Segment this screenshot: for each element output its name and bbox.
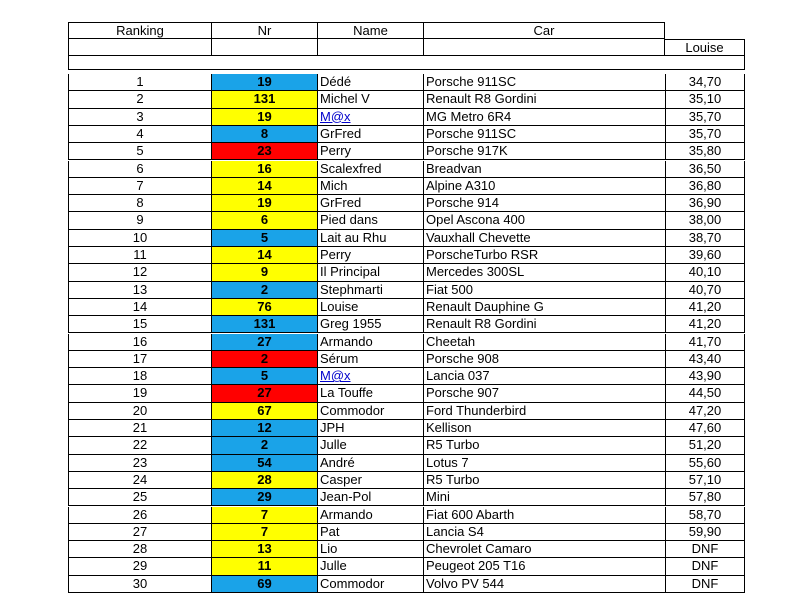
cell-time: 41,70 — [665, 334, 745, 351]
cell-name: GrFred — [317, 126, 423, 143]
cell-car: R5 Turbo — [423, 472, 665, 489]
cell-time: 51,20 — [665, 437, 745, 454]
cell-name: Armando — [317, 334, 423, 351]
cell-nr: 2 — [211, 282, 317, 299]
cell-nr: 76 — [211, 299, 317, 316]
cell-time: 36,80 — [665, 178, 745, 195]
cell-nr: 54 — [211, 455, 317, 472]
cell-ranking: 18 — [68, 368, 211, 385]
cell-time: DNF — [665, 576, 745, 593]
cell-nr: 23 — [211, 143, 317, 160]
cell-name: Casper — [317, 472, 423, 489]
cell-car: MG Metro 6R4 — [423, 109, 665, 126]
cell-car: Porsche 914 — [423, 195, 665, 212]
cell-nr: 7 — [211, 507, 317, 524]
cell-car: Porsche 908 — [423, 351, 665, 368]
cell-car: Chevrolet Camaro — [423, 541, 665, 558]
cell-car: Peugeot 205 T16 — [423, 558, 665, 575]
cell-nr: 19 — [211, 195, 317, 212]
cell-ranking: 20 — [68, 403, 211, 420]
cell-nr: 16 — [211, 161, 317, 178]
spacer-row — [68, 56, 745, 70]
cell-car: Breadvan — [423, 161, 665, 178]
cell-time: 59,90 — [665, 524, 745, 541]
cell-car: Lotus 7 — [423, 455, 665, 472]
cell-car: Kellison — [423, 420, 665, 437]
cell-name: Stephmarti — [317, 282, 423, 299]
header-blank-nr — [211, 39, 317, 56]
cell-nr: 11 — [211, 558, 317, 575]
cell-car: Porsche 917K — [423, 143, 665, 160]
header-blank-ranking — [68, 39, 211, 56]
cell-name: GrFred — [317, 195, 423, 212]
cell-car: Fiat 600 Abarth — [423, 507, 665, 524]
cell-nr: 6 — [211, 212, 317, 229]
cell-car: Lancia 037 — [423, 368, 665, 385]
cell-nr: 69 — [211, 576, 317, 593]
cell-name: Pat — [317, 524, 423, 541]
cell-nr: 19 — [211, 74, 317, 91]
cell-ranking: 25 — [68, 489, 211, 506]
cell-nr: 8 — [211, 126, 317, 143]
cell-ranking: 21 — [68, 420, 211, 437]
cell-time: 57,80 — [665, 489, 745, 506]
cell-nr: 29 — [211, 489, 317, 506]
cell-name: Scalexfred — [317, 161, 423, 178]
cell-ranking: 24 — [68, 472, 211, 489]
cell-time: 35,70 — [665, 109, 745, 126]
header-nr: Nr — [211, 22, 317, 39]
cell-time: 41,20 — [665, 316, 745, 333]
header-name: Name — [317, 22, 423, 39]
cell-name: Dédé — [317, 74, 423, 91]
cell-nr: 14 — [211, 247, 317, 264]
cell-name: Julle — [317, 558, 423, 575]
cell-name: Perry — [317, 247, 423, 264]
cell-nr: 67 — [211, 403, 317, 420]
cell-time: 40,70 — [665, 282, 745, 299]
cell-time: 41,20 — [665, 299, 745, 316]
cell-ranking: 7 — [68, 178, 211, 195]
cell-ranking: 1 — [68, 74, 211, 91]
cell-car: Renault R8 Gordini — [423, 316, 665, 333]
cell-car: PorscheTurbo RSR — [423, 247, 665, 264]
cell-car: Porsche 907 — [423, 385, 665, 402]
cell-nr: 28 — [211, 472, 317, 489]
cell-car: Vauxhall Chevette — [423, 230, 665, 247]
cell-ranking: 19 — [68, 385, 211, 402]
cell-time: 39,60 — [665, 247, 745, 264]
cell-time: 55,60 — [665, 455, 745, 472]
cell-name: Il Principal — [317, 264, 423, 281]
cell-nr: 5 — [211, 368, 317, 385]
cell-nr: 14 — [211, 178, 317, 195]
cell-ranking: 12 — [68, 264, 211, 281]
cell-car: Volvo PV 544 — [423, 576, 665, 593]
cell-nr: 2 — [211, 351, 317, 368]
cell-ranking: 14 — [68, 299, 211, 316]
cell-nr: 2 — [211, 437, 317, 454]
cell-time: 35,80 — [665, 143, 745, 160]
cell-car: Fiat 500 — [423, 282, 665, 299]
cell-time: 47,60 — [665, 420, 745, 437]
cell-name: JPH — [317, 420, 423, 437]
cell-ranking: 13 — [68, 282, 211, 299]
cell-name: La Touffe — [317, 385, 423, 402]
cell-ranking: 15 — [68, 316, 211, 333]
cell-ranking: 22 — [68, 437, 211, 454]
cell-car: Lancia S4 — [423, 524, 665, 541]
cell-name: Sérum — [317, 351, 423, 368]
cell-car: Mercedes 300SL — [423, 264, 665, 281]
cell-time: 36,50 — [665, 161, 745, 178]
cell-nr: 7 — [211, 524, 317, 541]
cell-name: Michel V — [317, 91, 423, 108]
cell-name: Commodor — [317, 403, 423, 420]
cell-name: Lait au Rhu — [317, 230, 423, 247]
cell-ranking: 16 — [68, 334, 211, 351]
cell-ranking: 11 — [68, 247, 211, 264]
cell-name: Greg 1955 — [317, 316, 423, 333]
cell-name: Pied dans — [317, 212, 423, 229]
cell-time: 43,40 — [665, 351, 745, 368]
cell-time: 34,70 — [665, 74, 745, 91]
header-blank-car — [423, 39, 665, 56]
cell-car: Mini — [423, 489, 665, 506]
name-link[interactable]: M@x — [320, 108, 351, 124]
header-ranking: Ranking — [68, 22, 211, 39]
cell-time: DNF — [665, 541, 745, 558]
cell-name: Julle — [317, 437, 423, 454]
cell-ranking: 17 — [68, 351, 211, 368]
cell-name — [317, 368, 423, 385]
cell-car: Porsche 911SC — [423, 74, 665, 91]
cell-time: 57,10 — [665, 472, 745, 489]
cell-time: 58,70 — [665, 507, 745, 524]
cell-name: Louise — [317, 299, 423, 316]
cell-car: Renault R8 Gordini — [423, 91, 665, 108]
cell-time: 35,10 — [665, 91, 745, 108]
cell-name — [317, 109, 423, 126]
header-car: Car — [423, 22, 665, 39]
cell-time: 44,50 — [665, 385, 745, 402]
cell-nr: 12 — [211, 420, 317, 437]
cell-nr: 13 — [211, 541, 317, 558]
cell-name: Armando — [317, 507, 423, 524]
cell-car: Cheetah — [423, 334, 665, 351]
cell-name: Mich — [317, 178, 423, 195]
cell-nr: 19 — [211, 109, 317, 126]
cell-car: Opel Ascona 400 — [423, 212, 665, 229]
cell-nr: 27 — [211, 334, 317, 351]
cell-ranking: 29 — [68, 558, 211, 575]
cell-ranking: 23 — [68, 455, 211, 472]
cell-time: 43,90 — [665, 368, 745, 385]
cell-ranking: 10 — [68, 230, 211, 247]
cell-nr: 5 — [211, 230, 317, 247]
cell-name: André — [317, 455, 423, 472]
cell-car: Porsche 911SC — [423, 126, 665, 143]
cell-time: 40,10 — [665, 264, 745, 281]
cell-nr: 9 — [211, 264, 317, 281]
cell-ranking: 9 — [68, 212, 211, 229]
cell-ranking: 4 — [68, 126, 211, 143]
cell-ranking: 5 — [68, 143, 211, 160]
cell-nr: 131 — [211, 91, 317, 108]
cell-name: Perry — [317, 143, 423, 160]
cell-nr: 27 — [211, 385, 317, 402]
cell-ranking: 30 — [68, 576, 211, 593]
cell-car: R5 Turbo — [423, 437, 665, 454]
cell-car: Ford Thunderbird — [423, 403, 665, 420]
cell-ranking: 26 — [68, 507, 211, 524]
cell-time: 38,00 — [665, 212, 745, 229]
name-link[interactable]: M@x — [320, 368, 351, 384]
cell-ranking: 28 — [68, 541, 211, 558]
cell-car: Alpine A310 — [423, 178, 665, 195]
cell-name: Jean-Pol — [317, 489, 423, 506]
cell-time: DNF — [665, 558, 745, 575]
cell-ranking: 8 — [68, 195, 211, 212]
cell-name: Lio — [317, 541, 423, 558]
cell-ranking: 3 — [68, 109, 211, 126]
cell-ranking: 2 — [68, 91, 211, 108]
cell-time: 36,90 — [665, 195, 745, 212]
cell-name: Commodor — [317, 576, 423, 593]
cell-time: 38,70 — [665, 230, 745, 247]
header-blank-name — [317, 39, 423, 56]
header-louise: Louise — [665, 39, 745, 56]
cell-car: Renault Dauphine G — [423, 299, 665, 316]
cell-time: 47,20 — [665, 403, 745, 420]
cell-nr: 131 — [211, 316, 317, 333]
cell-ranking: 27 — [68, 524, 211, 541]
cell-time: 35,70 — [665, 126, 745, 143]
cell-ranking: 6 — [68, 161, 211, 178]
